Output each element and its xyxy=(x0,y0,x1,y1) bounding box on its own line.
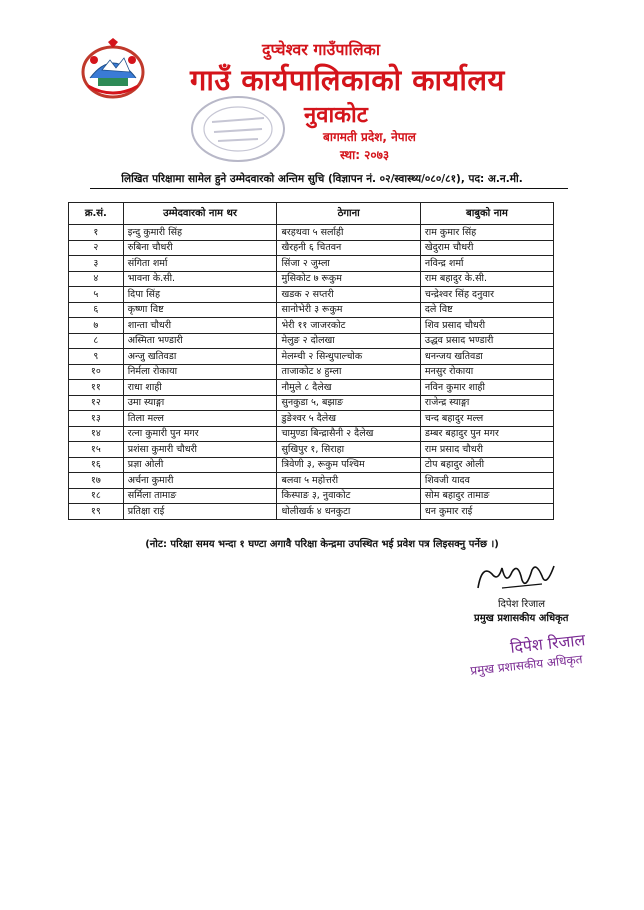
candidate-table-body xyxy=(69,225,554,520)
candidate-name-cell: सर्मिला तामाङ xyxy=(123,488,277,504)
table-row xyxy=(69,442,554,458)
father-name-cell: चन्द बहादुर मल्ल xyxy=(420,411,553,427)
table-row xyxy=(69,457,554,473)
father-name-cell: मनसुर रोकाया xyxy=(420,364,553,380)
candidate-name-cell: तिला मल्ल xyxy=(123,411,277,427)
candidate-name-cell: रुबिना चौधरी xyxy=(123,240,277,256)
candidate-name-cell: राधा शाही xyxy=(123,380,277,396)
serial-cell: ७ xyxy=(69,318,124,334)
signatory-title: प्रमुख प्रशासकीय अधिकृत xyxy=(474,613,569,624)
candidate-name-cell: उमा स्याङ्गा xyxy=(123,395,277,411)
address-cell: नौमुले ८ दैलेख xyxy=(277,380,420,396)
office-seal-stamp-icon xyxy=(188,92,288,166)
serial-cell: १ xyxy=(69,225,124,241)
address-cell: खडक २ सप्तरी xyxy=(277,287,420,303)
table-row xyxy=(69,349,554,365)
candidate-table xyxy=(68,202,554,520)
candidate-name-cell: शान्ता चौधरी xyxy=(123,318,277,334)
office-name: गाउँ कार्यपालिकाको कार्यालय xyxy=(190,63,505,97)
signatory-name: दिपेश रिजाल xyxy=(498,599,546,610)
serial-cell: २ xyxy=(69,240,124,256)
nepal-emblem-icon xyxy=(80,38,146,100)
candidate-name-cell: कृष्णा विष्ट xyxy=(123,302,277,318)
address-cell: धोलीखर्क ४ धनकुटा xyxy=(277,504,420,520)
table-row xyxy=(69,318,554,334)
address-cell: मुसिकोट ७ रूकुम xyxy=(277,271,420,287)
address-cell: मेलुङ २ दोलखा xyxy=(277,333,420,349)
father-name-cell: धन कुमार राई xyxy=(420,504,553,520)
serial-cell: १६ xyxy=(69,457,124,473)
serial-cell: ६ xyxy=(69,302,124,318)
candidate-name-cell: दिपा सिंह xyxy=(123,287,277,303)
address-cell: सानोभेरी ३ रूकुम xyxy=(277,302,420,318)
handwritten-signature-icon xyxy=(472,558,560,596)
father-name-cell: शिवजी यादव xyxy=(420,473,553,489)
candidate-name-cell: अस्मिता भण्डारी xyxy=(123,333,277,349)
table-row xyxy=(69,225,554,241)
address-cell: त्रिवेणी ३, रूकुम पश्चिम xyxy=(277,457,420,473)
candidate-name-cell: अर्चना कुमारी xyxy=(123,473,277,489)
table-row xyxy=(69,473,554,489)
table-row xyxy=(69,240,554,256)
address-cell: किस्पाङ ३, नुवाकोट xyxy=(277,488,420,504)
serial-cell: १० xyxy=(69,364,124,380)
address-cell: ताजाकोट ४ हुम्ला xyxy=(277,364,420,380)
letterhead xyxy=(0,0,644,165)
serial-cell: १५ xyxy=(69,442,124,458)
district-name: नुवाकोट xyxy=(304,103,368,128)
father-name-cell: टोप बहादुर ओली xyxy=(420,457,553,473)
province-name: बागमती प्रदेश, नेपाल xyxy=(323,130,416,144)
father-name-cell: शिव प्रसाद चौधरी xyxy=(420,318,553,334)
serial-cell: ५ xyxy=(69,287,124,303)
father-name-cell: राम कुमार सिंह xyxy=(420,225,553,241)
table-row xyxy=(69,426,554,442)
address-cell: सुखिपुर १, सिराहा xyxy=(277,442,420,458)
table-row xyxy=(69,411,554,427)
serial-cell: ११ xyxy=(69,380,124,396)
header-father-name: बाबुको नाम xyxy=(420,203,553,225)
serial-cell: ४ xyxy=(69,271,124,287)
father-name-cell: राम प्रसाद चौधरी xyxy=(420,442,553,458)
father-name-cell: नविन कुमार शाही xyxy=(420,380,553,396)
candidate-name-cell: प्रतिक्षा राई xyxy=(123,504,277,520)
address-cell: बरहथवा ५ सर्लाही xyxy=(277,225,420,241)
candidate-name-cell: भावना के.सी. xyxy=(123,271,277,287)
father-name-cell: राजेन्द्र स्याङ्गा xyxy=(420,395,553,411)
candidate-name-cell: रत्ना कुमारी पुन मगर xyxy=(123,426,277,442)
father-name-cell: उद्धव प्रसाद भण्डारी xyxy=(420,333,553,349)
serial-cell: १३ xyxy=(69,411,124,427)
signature-stamp-name: दिपेश रिजाल xyxy=(509,630,587,657)
serial-cell: १२ xyxy=(69,395,124,411)
address-cell: सुनकुडा ५, बझाङ xyxy=(277,395,420,411)
table-row xyxy=(69,364,554,380)
table-row xyxy=(69,333,554,349)
header-serial: क्र.सं. xyxy=(69,203,124,225)
table-row xyxy=(69,395,554,411)
father-name-cell: सोम बहादुर तामाङ xyxy=(420,488,553,504)
candidate-name-cell: प्रज्ञा ओली xyxy=(123,457,277,473)
table-header-row xyxy=(69,203,554,225)
serial-cell: १८ xyxy=(69,488,124,504)
table-row xyxy=(69,287,554,303)
candidate-name-cell: प्रशंसा कुमारी चौधरी xyxy=(123,442,277,458)
father-name-cell: धनन्जय खतिवडा xyxy=(420,349,553,365)
header-address: ठेगाना xyxy=(277,203,420,225)
exam-note: (नोट: परिक्षा समय भन्दा १ घण्टा अगावै परिक्षा केन्द्रमा उपस्थित भई प्रवेश पत्र लिइसक्नु पर्नेछ ।) xyxy=(145,539,499,550)
candidate-name-cell: संगिता शर्मा xyxy=(123,256,277,272)
address-cell: डुङेश्वर ५ दैलेख xyxy=(277,411,420,427)
table-row xyxy=(69,380,554,396)
candidate-name-cell: निर्मला रोकाया xyxy=(123,364,277,380)
father-name-cell: दले विष्ट xyxy=(420,302,553,318)
father-name-cell: राम बहादुर के.सी. xyxy=(420,271,553,287)
father-name-cell: डम्बर बहादुर पुन मगर xyxy=(420,426,553,442)
address-cell: चामुण्डा बिन्द्रासैनी २ दैलेख xyxy=(277,426,420,442)
address-cell: खैरहनी ६ चितवन xyxy=(277,240,420,256)
header-candidate-name: उम्मेदवारको नाम थर xyxy=(123,203,277,225)
father-name-cell: नविन्द्र शर्मा xyxy=(420,256,553,272)
table-row xyxy=(69,488,554,504)
father-name-cell: खेदुराम चौधरी xyxy=(420,240,553,256)
address-cell: सिंजा २ जुम्ला xyxy=(277,256,420,272)
notice-title: लिखित परिक्षामा सामेल हुने उम्मेदवारको अन्तिम सुचि (विज्ञापन नं. ०२/स्वास्थ्य/०८०/८१), पद: अ.न.मी. xyxy=(121,173,523,185)
signature-stamp-title: प्रमुख प्रशासकीय अधिकृत xyxy=(469,652,584,678)
table-row xyxy=(69,302,554,318)
municipality-name: दुप्चेश्वर गाउँपालिका xyxy=(262,40,380,59)
table-row xyxy=(69,271,554,287)
serial-cell: ८ xyxy=(69,333,124,349)
address-cell: बलवा ५ महोत्तरी xyxy=(277,473,420,489)
candidate-name-cell: अन्जु खतिवडा xyxy=(123,349,277,365)
address-cell: मेलम्ची २ सिन्धुपाल्चोक xyxy=(277,349,420,365)
notice-title-underline xyxy=(90,188,568,189)
father-name-cell: चन्द्रेश्वर सिंह दनुवार xyxy=(420,287,553,303)
serial-cell: १९ xyxy=(69,504,124,520)
serial-cell: १७ xyxy=(69,473,124,489)
established-year: स्था: २०७३ xyxy=(340,148,390,162)
table-row xyxy=(69,504,554,520)
serial-cell: ३ xyxy=(69,256,124,272)
serial-cell: ९ xyxy=(69,349,124,365)
serial-cell: १४ xyxy=(69,426,124,442)
address-cell: भेरी ११ जाजरकोट xyxy=(277,318,420,334)
table-row xyxy=(69,256,554,272)
candidate-name-cell: इन्दु कुमारी सिंह xyxy=(123,225,277,241)
